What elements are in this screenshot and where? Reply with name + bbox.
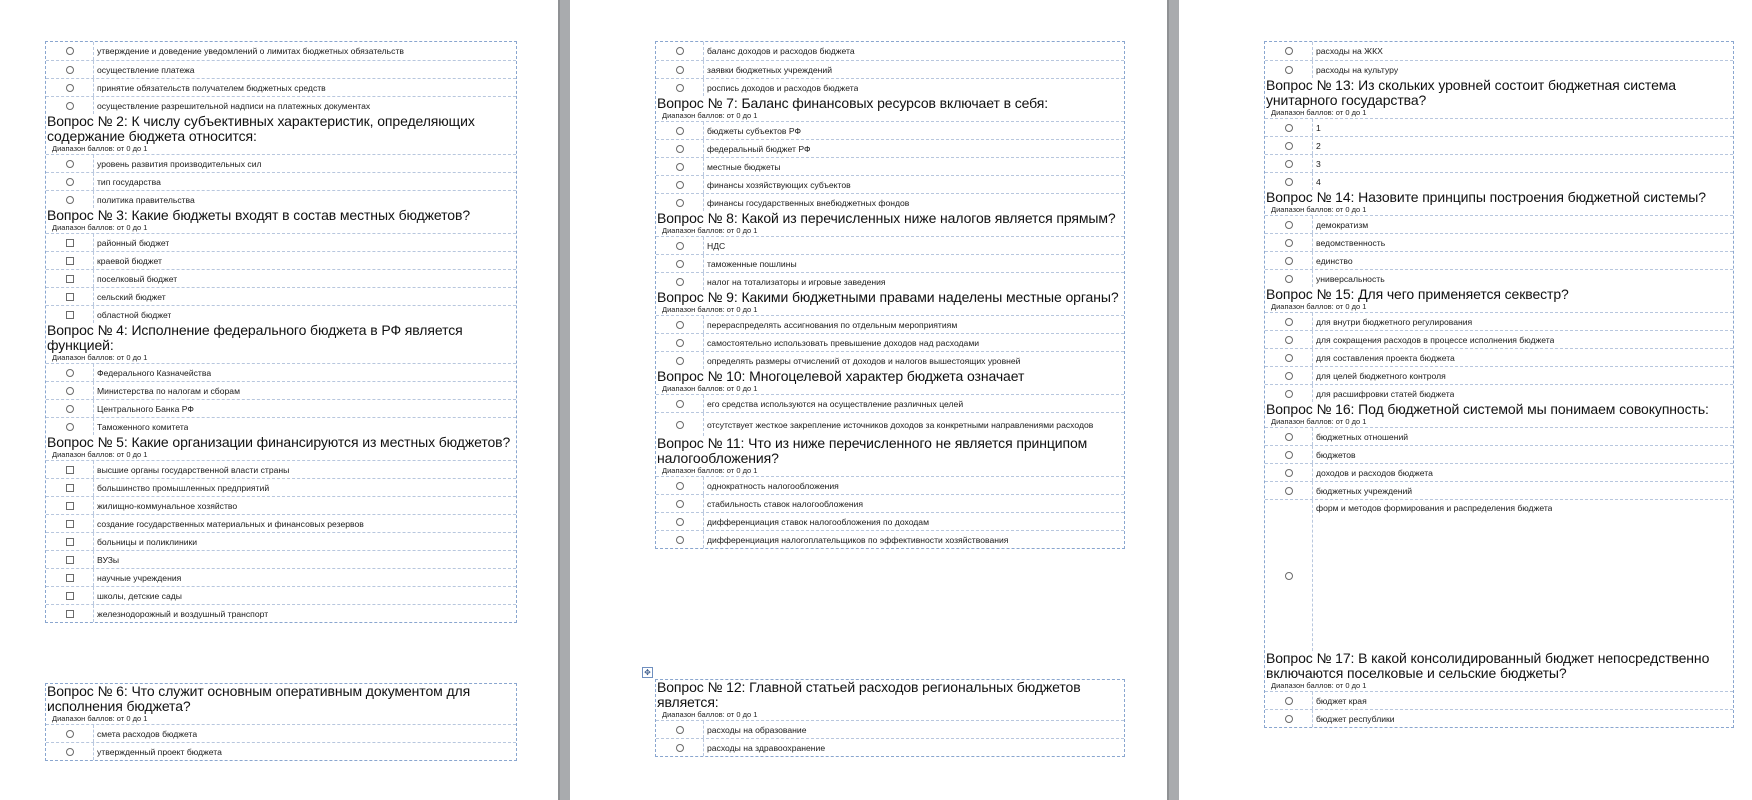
option-row[interactable]: его средства используются на осуществление различных целей — [656, 394, 1124, 412]
option-row[interactable]: Таможенного комитета — [46, 417, 516, 435]
option-row[interactable]: школы, детские сады — [46, 586, 516, 604]
page-gutter-left — [558, 0, 570, 800]
option-row[interactable]: утверждение и доведение уведомлений о лимитах бюджетных обязательств — [46, 42, 516, 60]
option-row[interactable]: НДС — [656, 236, 1124, 254]
radio-button[interactable] — [1285, 372, 1293, 380]
radio-button[interactable] — [676, 47, 684, 55]
checkbox[interactable] — [66, 538, 74, 546]
radio-button[interactable] — [66, 405, 74, 413]
radio-button[interactable] — [1285, 487, 1293, 495]
option-row[interactable]: для целей бюджетного контроля — [1265, 366, 1733, 384]
table-move-handle-icon[interactable]: ✥ — [642, 667, 653, 678]
page-gutter-right — [1167, 0, 1179, 800]
option-row[interactable]: для составления проекта бюджета — [1265, 348, 1733, 366]
radio-button[interactable] — [66, 196, 74, 204]
question-title: Вопрос № 3: Какие бюджеты входят в состав местных бюджетов? — [47, 207, 471, 223]
option-row[interactable]: бюджетов — [1265, 445, 1733, 463]
question-9 — [656, 290, 1124, 369]
checkbox[interactable] — [66, 484, 74, 492]
question-title: Вопрос № 2: К числу субъективных характеристик, определяющих содержание бюджета относится: — [47, 113, 475, 144]
question-title: Вопрос № 4: Исполнение федерального бюджета в РФ является функцией: — [47, 322, 463, 353]
radio-button[interactable] — [676, 181, 684, 189]
option-row[interactable]: стабильность ставок налогообложения — [656, 494, 1124, 512]
question-title: Вопрос № 9: Какими бюджетными правами наделены местные органы? — [657, 289, 1119, 305]
option-row[interactable]: 3 — [1265, 154, 1733, 172]
question-title: Вопрос № 13: Из скольких уровней состоит бюджетная система унитарного государства? — [1266, 77, 1676, 108]
radio-button[interactable] — [66, 102, 74, 110]
option-row[interactable]: единство — [1265, 251, 1733, 269]
option-row[interactable]: финансы государственных внебюджетных фондов — [656, 193, 1124, 211]
question-title: Вопрос № 17: В какой консолидированный бюджет непосредственно включаются поселковые и сельские бюджеты? — [1266, 650, 1710, 681]
option-row[interactable]: ведомственность — [1265, 233, 1733, 251]
option-row[interactable]: поселковый бюджет — [46, 269, 516, 287]
score-range: Диапазон баллов: от 0 до 1 — [1271, 681, 1367, 690]
question-title: Вопрос № 7: Баланс финансовых ресурсов включает в себя: — [657, 95, 1049, 111]
option-row[interactable]: федеральный бюджет РФ — [656, 139, 1124, 157]
option-row[interactable]: баланс доходов и расходов бюджета — [656, 42, 1124, 60]
score-range: Диапазон баллов: от 0 до 1 — [1271, 108, 1367, 117]
radio-button[interactable] — [676, 145, 684, 153]
radio-button[interactable] — [676, 482, 684, 490]
option-row[interactable]: политика правительства — [46, 190, 516, 208]
score-range: Диапазон баллов: от 0 до 1 — [52, 144, 148, 153]
checkbox[interactable] — [66, 311, 74, 319]
question-3 — [46, 208, 516, 323]
checkbox[interactable] — [66, 293, 74, 301]
option-row[interactable]: демократизм — [1265, 215, 1733, 233]
question-17 — [1265, 651, 1733, 727]
option-row[interactable]: форм и методов формирования и распределения бюджета — [1265, 499, 1733, 651]
option-row[interactable]: однократность налогообложения — [656, 476, 1124, 494]
radio-button[interactable] — [1285, 66, 1293, 74]
score-range: Диапазон баллов: от 0 до 1 — [662, 305, 758, 314]
option-row[interactable]: районный бюджет — [46, 233, 516, 251]
question-11 — [656, 436, 1124, 548]
option-row[interactable]: сельский бюджет — [46, 287, 516, 305]
score-range: Диапазон баллов: от 0 до 1 — [52, 353, 148, 362]
radio-button[interactable] — [1285, 275, 1293, 283]
radio-button[interactable] — [66, 84, 74, 92]
radio-button[interactable] — [676, 744, 684, 752]
option-row[interactable]: бюджет края — [1265, 691, 1733, 709]
question-16 — [1265, 402, 1733, 651]
question-title: Вопрос № 12: Главной статьей расходов региональных бюджетов является: — [657, 679, 1081, 710]
option-row[interactable]: дифференциация налогоплательщиков по эффективности хозяйствования — [656, 530, 1124, 548]
checkbox[interactable] — [66, 556, 74, 564]
score-range: Диапазон баллов: от 0 до 1 — [1271, 417, 1367, 426]
radio-button[interactable] — [66, 387, 74, 395]
option-row[interactable]: областной бюджет — [46, 305, 516, 323]
option-row[interactable]: налог на тотализаторы и игровые заведения — [656, 272, 1124, 290]
radio-button[interactable] — [1285, 257, 1293, 265]
score-range: Диапазон баллов: от 0 до 1 — [662, 710, 758, 719]
question-5 — [46, 435, 516, 622]
option-row[interactable]: расходы на здравоохранение — [656, 738, 1124, 756]
page-2-table — [655, 41, 1125, 549]
radio-button[interactable] — [676, 321, 684, 329]
option-row[interactable]: таможенные пошлины — [656, 254, 1124, 272]
radio-button[interactable] — [66, 369, 74, 377]
question-14 — [1265, 190, 1733, 287]
radio-button[interactable] — [66, 423, 74, 431]
option-row[interactable]: научные учреждения — [46, 568, 516, 586]
option-row[interactable]: краевой бюджет — [46, 251, 516, 269]
option-row[interactable]: расходы на образование — [656, 720, 1124, 738]
radio-button[interactable] — [676, 66, 684, 74]
radio-button[interactable] — [1285, 390, 1293, 398]
option-row[interactable]: расходы на ЖКХ — [1265, 42, 1733, 60]
radio-button[interactable] — [66, 47, 74, 55]
radio-button[interactable] — [1285, 160, 1293, 168]
question-4 — [46, 323, 516, 435]
radio-button[interactable] — [1285, 47, 1293, 55]
checkbox[interactable] — [66, 466, 74, 474]
radio-button[interactable] — [1285, 451, 1293, 459]
radio-button[interactable] — [1285, 469, 1293, 477]
radio-button[interactable] — [1285, 715, 1293, 723]
question-title: Вопрос № 14: Назовите принципы построения бюджетной системы? — [1266, 189, 1706, 205]
option-row[interactable]: большинство промышленных предприятий — [46, 478, 516, 496]
radio-button[interactable] — [1285, 336, 1293, 344]
radio-button[interactable] — [676, 726, 684, 734]
radio-button[interactable] — [676, 242, 684, 250]
score-range: Диапазон баллов: от 0 до 1 — [662, 111, 758, 120]
score-range: Диапазон баллов: от 0 до 1 — [52, 450, 148, 459]
question-title: Вопрос № 11: Что из ниже перечисленного не является принципом налогообложения? — [657, 435, 1088, 466]
radio-button[interactable] — [676, 278, 684, 286]
option-row[interactable]: местные бюджеты — [656, 157, 1124, 175]
radio-button[interactable] — [676, 518, 684, 526]
option-row[interactable]: для сокращения расходов в процессе исполнения бюджета — [1265, 330, 1733, 348]
option-row[interactable]: принятие обязательств получателем бюджетных средств — [46, 78, 516, 96]
question-title: Вопрос № 8: Какой из перечисленных ниже налогов является прямым? — [657, 210, 1116, 226]
question-title: Вопрос № 16: Под бюджетной системой мы понимаем совокупность: — [1266, 401, 1709, 417]
radio-button[interactable] — [1285, 221, 1293, 229]
radio-button[interactable] — [1285, 572, 1293, 580]
question-15 — [1265, 287, 1733, 402]
question-title: Вопрос № 6: Что служит основным оперативным документом для исполнения бюджета? — [47, 683, 471, 714]
option-row[interactable]: Центрального Банка РФ — [46, 399, 516, 417]
option-row[interactable]: больницы и поликлиники — [46, 532, 516, 550]
radio-button[interactable] — [676, 84, 684, 92]
question-8 — [656, 211, 1124, 290]
option-row[interactable]: расходы на культуру — [1265, 60, 1733, 78]
radio-button[interactable] — [1285, 318, 1293, 326]
option-row[interactable]: Федерального Казначейства — [46, 363, 516, 381]
checkbox[interactable] — [66, 502, 74, 510]
checkbox[interactable] — [66, 275, 74, 283]
score-range: Диапазон баллов: от 0 до 1 — [1271, 205, 1367, 214]
option-row[interactable]: тип государства — [46, 172, 516, 190]
radio-button[interactable] — [676, 199, 684, 207]
option-row[interactable]: финансы хозяйствующих субъектов — [656, 175, 1124, 193]
score-range: Диапазон баллов: от 0 до 1 — [52, 714, 148, 723]
checkbox[interactable] — [66, 239, 74, 247]
option-row[interactable]: утвержденный проект бюджета — [46, 742, 516, 760]
option-row[interactable]: для расшифровки статей бюджета — [1265, 384, 1733, 402]
checkbox[interactable] — [66, 574, 74, 582]
question-2 — [46, 114, 516, 208]
option-row[interactable]: 4 — [1265, 172, 1733, 190]
option-row[interactable]: железнодорожный и воздушный транспорт — [46, 604, 516, 622]
radio-button[interactable] — [676, 421, 684, 429]
option-row[interactable]: бюджетных учреждений — [1265, 481, 1733, 499]
radio-button[interactable] — [1285, 124, 1293, 132]
checkbox[interactable] — [66, 257, 74, 265]
score-range: Диапазон баллов: от 0 до 1 — [1271, 302, 1367, 311]
radio-button[interactable] — [1285, 697, 1293, 705]
radio-button[interactable] — [1285, 142, 1293, 150]
option-row[interactable]: бюджет республики — [1265, 709, 1733, 727]
radio-button[interactable] — [676, 260, 684, 268]
radio-button[interactable] — [66, 66, 74, 74]
radio-button[interactable] — [1285, 354, 1293, 362]
question-7 — [656, 96, 1124, 211]
radio-button[interactable] — [1285, 433, 1293, 441]
option-row[interactable]: бюджетных отношений — [1265, 427, 1733, 445]
radio-button[interactable] — [66, 748, 74, 756]
option-row[interactable]: высшие органы государственной власти страны — [46, 460, 516, 478]
option-row[interactable]: для внутри бюджетного регулирования — [1265, 312, 1733, 330]
radio-button[interactable] — [1285, 239, 1293, 247]
option-row[interactable]: смета расходов бюджета — [46, 724, 516, 742]
question-6 — [46, 684, 516, 760]
page-3-table — [1264, 41, 1734, 728]
option-row[interactable]: осуществление разрешительной надписи на платежных документах — [46, 96, 516, 114]
option-row[interactable]: осуществление платежа — [46, 60, 516, 78]
radio-button[interactable] — [676, 500, 684, 508]
question-13 — [1265, 78, 1733, 190]
radio-button[interactable] — [66, 730, 74, 738]
score-range: Диапазон баллов: от 0 до 1 — [52, 223, 148, 232]
score-range: Диапазон баллов: от 0 до 1 — [662, 384, 758, 393]
checkbox[interactable] — [66, 592, 74, 600]
question-12 — [656, 680, 1124, 756]
option-row[interactable]: ВУЗы — [46, 550, 516, 568]
option-row[interactable]: роспись доходов и расходов бюджета — [656, 78, 1124, 96]
page-1-table-q6 — [45, 683, 517, 761]
option-row[interactable]: дифференциация ставок налогообложения по доходам — [656, 512, 1124, 530]
option-row[interactable]: бюджеты субъектов РФ — [656, 121, 1124, 139]
page-2-table-q12 — [655, 679, 1125, 757]
option-row[interactable]: уровень развития производительных сил — [46, 154, 516, 172]
radio-button[interactable] — [676, 163, 684, 171]
radio-button[interactable] — [66, 160, 74, 168]
radio-button[interactable] — [676, 127, 684, 135]
score-range: Диапазон баллов: от 0 до 1 — [662, 226, 758, 235]
option-row[interactable]: заявки бюджетных учреждений — [656, 60, 1124, 78]
question-10 — [656, 369, 1124, 436]
option-row[interactable]: 1 — [1265, 118, 1733, 136]
radio-button[interactable] — [676, 357, 684, 365]
checkbox[interactable] — [66, 520, 74, 528]
radio-button[interactable] — [676, 339, 684, 347]
radio-button[interactable] — [676, 536, 684, 544]
radio-button[interactable] — [1285, 178, 1293, 186]
page-1-table — [45, 41, 517, 623]
question-title: Вопрос № 10: Многоцелевой характер бюджета означает — [657, 368, 1025, 384]
option-row[interactable]: Министерства по налогам и сборам — [46, 381, 516, 399]
question-title: Вопрос № 5: Какие организации финансируются из местных бюджетов? — [47, 434, 511, 450]
question-title: Вопрос № 15: Для чего применяется секвестр? — [1266, 286, 1569, 302]
option-row[interactable]: определять размеры отчислений от доходов и налогов вышестоящих уровней — [656, 351, 1124, 369]
option-row[interactable]: создание государственных материальных и финансовых резервов — [46, 514, 516, 532]
option-row[interactable]: перераспределять ассигнования по отдельным мероприятиям — [656, 315, 1124, 333]
option-row[interactable]: жилищно-коммунальное хозяйство — [46, 496, 516, 514]
checkbox[interactable] — [66, 610, 74, 618]
radio-button[interactable] — [66, 178, 74, 186]
option-row[interactable]: самостоятельно использовать превышение доходов над расходами — [656, 333, 1124, 351]
option-row[interactable]: отсутствует жесткое закрепление источников доходов за конкретными направлениями расходов — [656, 412, 1124, 436]
option-row[interactable]: универсальность — [1265, 269, 1733, 287]
score-range: Диапазон баллов: от 0 до 1 — [662, 466, 758, 475]
option-row[interactable]: 2 — [1265, 136, 1733, 154]
radio-button[interactable] — [676, 400, 684, 408]
option-row[interactable]: доходов и расходов бюджета — [1265, 463, 1733, 481]
